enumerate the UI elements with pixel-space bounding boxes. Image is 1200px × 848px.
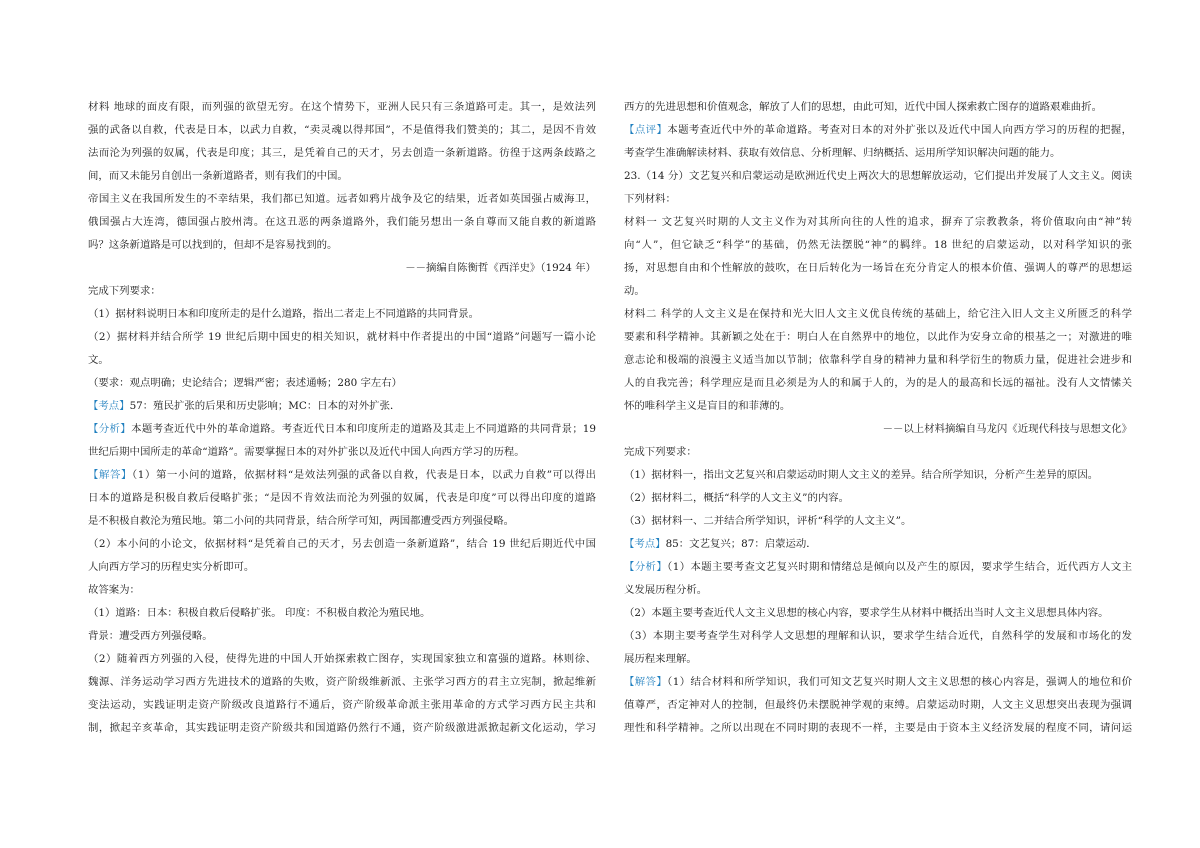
right-column [624, 96, 1132, 740]
text-line [88, 349, 596, 372]
text-line [624, 234, 1132, 257]
text-line [88, 188, 596, 211]
line-text: 世纪后期中国所走的革命“道路”。需要掌握日本的对外扩张以及近代中国人向西方学习的历程。 [88, 446, 525, 458]
text-line [88, 579, 596, 602]
text-line [624, 625, 1132, 648]
line-text: （1）结合材料和所学知识，我们可知文艺复兴时期人文主义思想的核心内容是，强调人的地位和价 [667, 676, 1132, 688]
line-text: 扬，对思想自由和个性解放的鼓吹，在日后转化为一场旨在充分肯定人的根本价值、强调人的尊严的思想运 [624, 262, 1132, 274]
line-text: （3）本期主要考查学生对科学人文思想的理解和认识，要求学生结合近代，自然科学的发展和市场化的发 [624, 630, 1132, 642]
text-line [88, 303, 596, 326]
line-text: 考查学生准确解读材料、获取有效信息、分析理解、归纳概括、运用所学知识解决问题的能力。 [624, 147, 1061, 159]
text-line [88, 556, 596, 579]
line-text: （2）据材料并结合所学 19 世纪后期中国史的相关知识，就材料中作者提出的中国“道路”问题写一篇小论 [88, 331, 596, 343]
text-line [88, 395, 596, 418]
line-text: 故答案为： [88, 584, 140, 596]
text-line [88, 671, 596, 694]
line-text: 是不积极自救沦为殖民地。第二小问的共同背景，结合所学可知，两国都遭受西方列强侵略。 [88, 515, 515, 527]
line-text: 材料二 科学的人文主义是在保持和光大旧人文主义优良传统的基础上，给它注入旧人文主义所匮乏的科学 [624, 308, 1132, 320]
line-text: 文。 [88, 354, 109, 366]
line-text: （1）道路：日本：积极自救后侵略扩张。 印度：不积极自救沦为殖民地。 [88, 607, 431, 619]
text-line [88, 119, 596, 142]
text-line [624, 533, 1132, 556]
line-text: －－摘编自陈衡哲《西洋史》（1924 年） [405, 262, 596, 274]
text-line [88, 487, 596, 510]
text-line [88, 165, 596, 188]
text-line [624, 349, 1132, 372]
line-text: （2）本小问的小论文，依据材料“是凭着自己的天才，另去创造一条新道路”，结合 19 世纪后期近代中国 [88, 538, 596, 550]
text-line [624, 464, 1132, 487]
text-line [624, 579, 1132, 602]
line-text: 要素和科学精神。其新颖之处在于：明白人在自然界中的地位，以此作为安身立命的根基之一；对激进的唯 [624, 331, 1132, 343]
section-tag: 【考点】 [88, 400, 130, 412]
text-line [88, 510, 596, 533]
line-text: 材料 地球的面皮有限，而列强的欲望无穷。在这个情势下，亚洲人民只有三条道路可走。其一，是效法列 [88, 101, 596, 113]
line-text: （1）第一小问的道路，依据材料“是效法列强的武备以自救，代表是日本，以武力自救”可以得出 [131, 469, 596, 481]
section-tag: 【考点】 [624, 538, 666, 550]
line-text: 法而沦为列强的奴属，代表是印度；其三，是凭着自己的天才，另去创造一条新道路。彷徨于这两条歧路之 [88, 147, 596, 159]
text-line [624, 648, 1132, 671]
section-tag: 【分析】 [88, 423, 132, 435]
text-line [624, 671, 1132, 694]
line-text: 吗？这条新道路是可以找到的，但却不是容易找到的。 [88, 239, 338, 251]
line-text: 展历程来理解。 [624, 653, 697, 665]
line-text: 值尊严，否定神对人的控制，但最终仍未摆脱神学观的束缚。启蒙运动时期，人文主义思想突出表现为强调 [624, 699, 1132, 711]
text-line [624, 280, 1132, 303]
text-line [624, 418, 1132, 441]
text-line [624, 602, 1132, 625]
line-text: 背景：遭受西方列强侵略。 [88, 630, 213, 642]
text-line [88, 234, 596, 257]
line-text: 85：文艺复兴；87：启蒙运动． [665, 538, 817, 550]
text-line [88, 280, 596, 303]
text-line [624, 556, 1132, 579]
line-text: （1）据材料说明日本和印度所走的是什么道路，指出二者走上不同道路的共同背景。 [88, 308, 480, 320]
text-line [88, 211, 596, 234]
section-tag: 【点评】 [624, 124, 668, 136]
text-line [624, 395, 1132, 418]
line-text: 动。 [624, 285, 645, 297]
text-line [624, 96, 1132, 119]
text-line [88, 625, 596, 648]
line-text: （1）本题主要考查文艺复兴时期和情绪总是倾向以及产生的原因，要求学生结合，近代西方人文主 [667, 561, 1132, 573]
line-text: 完成下列要求： [88, 285, 161, 297]
section-tag: 【解答】 [88, 469, 132, 481]
line-text: （2）随着西方列强的入侵，使得先进的中国人开始探索救亡图存，实现国家独立和富强的道路。林则徐、 [88, 653, 596, 665]
line-text: （3）据材料一、二并结合所学知识，评析“科学的人文主义”。 [624, 515, 912, 527]
text-line [624, 303, 1132, 326]
text-line [624, 326, 1132, 349]
line-text: 强的武备以自救，代表是日本，以武力自救，“卖灵魂以得邦国”，不是值得我们赞美的；其二，是因不肯效 [88, 124, 596, 136]
text-line [88, 372, 596, 395]
text-line [88, 441, 596, 464]
text-line [624, 694, 1132, 717]
line-text: （要求：观点明确；史论结合；逻辑严密；表述通畅；280 字左右） [88, 377, 403, 389]
section-tag: 【分析】 [624, 561, 668, 573]
section-tag: 【解答】 [624, 676, 668, 688]
line-text: 意志论和极端的浪漫主义适当加以节制；依靠科学自身的精神力量和科学衍生的物质力量，促进社会进步和 [624, 354, 1132, 366]
line-text: 本题考查近代中外的革命道路。考查近代日本和印度所走的道路及其走上不同道路的共同背景；19 [131, 423, 596, 435]
text-line [624, 119, 1132, 142]
text-line [624, 372, 1132, 395]
text-line [88, 648, 596, 671]
line-text: 制，掀起辛亥革命，其实践证明走资产阶级共和国道路仍然行不通，资产阶级激进派掀起新文化运动，学习 [88, 722, 596, 734]
line-text: （2）据材料二，概括“科学的人文主义”的内容。 [624, 492, 850, 504]
line-text: （2）本题主要考查近代人文主义思想的核心内容，要求学生从材料中概括出当时人文主义思想具体内容。 [624, 607, 1109, 619]
text-line [88, 533, 596, 556]
text-line [88, 418, 596, 441]
text-line [624, 487, 1132, 510]
text-line [88, 142, 596, 165]
line-text: 变法运动，实践证明走资产阶级改良道路行不通后，资产阶级革命派主张用革命的方式学习西方民主共和 [88, 699, 596, 711]
line-text: 日本的道路是积极自救后侵略扩张；“是因不肯效法而沦为列强的奴属，代表是印度”可以得出印度的道路 [88, 492, 596, 504]
line-text: 本题考查近代中外的革命道路。考查对日本的对外扩张以及近代中国人向西方学习的历程的把握， [667, 124, 1132, 136]
text-line [88, 464, 596, 487]
line-text: 完成下列要求： [624, 446, 697, 458]
left-column [88, 96, 596, 740]
text-line [624, 142, 1132, 165]
line-text: 向“人”，但它缺乏“科学”的基础，仍然无法摆脱“神”的羁绊。18 世纪的启蒙运动，以对科学知识的张 [624, 239, 1132, 251]
line-text: 57：殖民扩张的后果和历史影响；MC：日本的对外扩张． [129, 400, 401, 412]
line-text: 人的自我完善；科学理应是而且必须是为人的和属于人的，为的是人的最高和长远的福祉。没有人文情愫关 [624, 377, 1132, 389]
text-line [624, 441, 1132, 464]
text-line [88, 602, 596, 625]
text-line [88, 694, 596, 717]
text-line [624, 188, 1132, 211]
line-text: 怀的唯科学主义是盲目的和菲薄的。 [624, 400, 791, 412]
line-text: －－以上材料摘编自马龙闪《近现代科技与思想文化》 [882, 423, 1132, 435]
line-text: 义发展历程分析。 [624, 584, 708, 596]
line-text: 23.（14 分）文艺复兴和启蒙运动是欧洲近代史上两次大的思想解放运动，它们提出并发展了人文主义。阅读 [624, 170, 1132, 182]
line-text: 人向西方学习的历程史实分析即可。 [88, 561, 255, 573]
text-line [624, 717, 1132, 740]
text-line [624, 211, 1132, 234]
text-line [88, 717, 596, 740]
text-line [624, 165, 1132, 188]
line-text: 理性和科学精神。之所以出现在不同时期的表现不一样，主要是由于资本主义经济发展的程度不同，请问运 [624, 722, 1132, 734]
text-line [624, 510, 1132, 533]
text-line [624, 257, 1132, 280]
line-text: 材料一 文艺复兴时期的人文主义作为对其所向往的人性的追求，摒弃了宗教教条，将价值取向由“神”转 [624, 216, 1132, 228]
line-text: 魏源、洋务运动学习西方先进技术的道路的失败，资产阶级维新派、主张学习西方的君主立宪制，掀起维新 [88, 676, 596, 688]
line-text: 西方的先进思想和价值观念，解放了人们的思想，由此可知，近代中国人探索救亡图存的道路艰难曲折。 [624, 101, 1102, 113]
line-text: 俄国强占大连湾，德国强占胶州湾。在这丑恶的两条道路外，我们能另想出一条自尊而又能自救的新道路 [88, 216, 596, 228]
line-text: 帝国主义在我国所发生的不幸结果，我们都已知道。远者如鸦片战争及它的结果，近者如英国强占威海卫， [88, 193, 596, 205]
line-text: 间，而又未能另自创出一条新道路者，则有我们的中国。 [88, 170, 348, 182]
text-line [88, 96, 596, 119]
text-line [88, 326, 596, 349]
line-text: （1）据材料一，指出文艺复兴和启蒙运动时期人文主义的差异。结合所学知识，分析产生差异的原因。 [624, 469, 1099, 481]
text-line [88, 257, 596, 280]
line-text: 下列材料： [624, 193, 676, 205]
